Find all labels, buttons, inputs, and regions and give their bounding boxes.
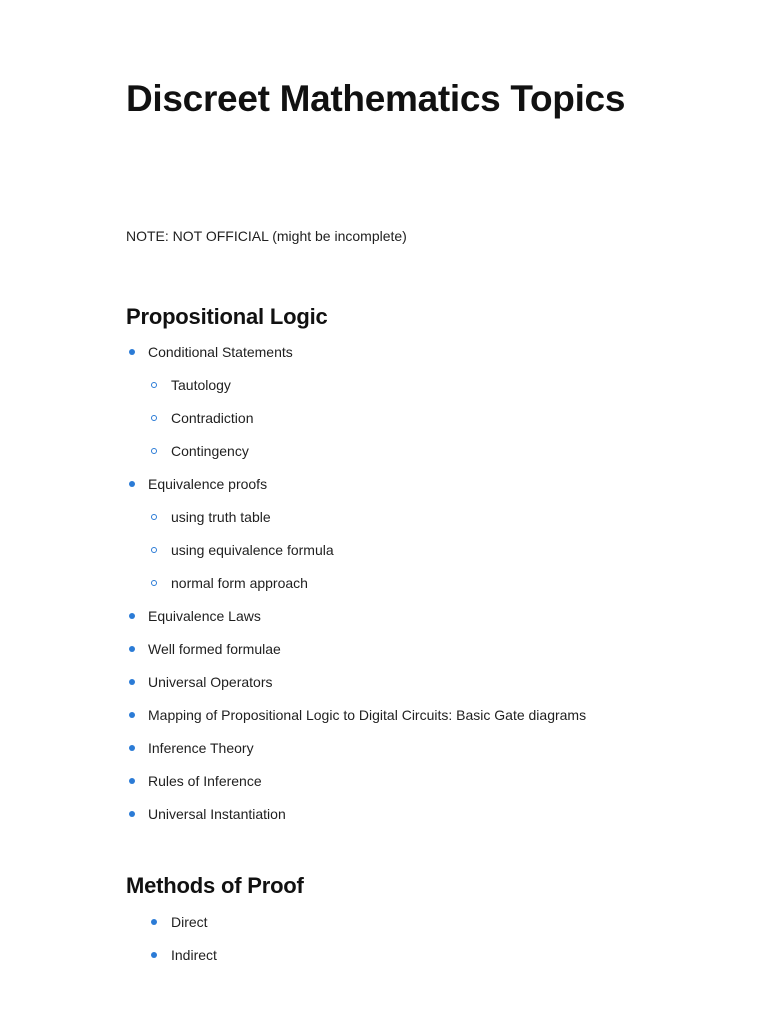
list-item: Well formed formulae [148, 641, 281, 657]
sub-list-item: Contingency [171, 443, 249, 459]
page-title: Discreet Mathematics Topics [126, 78, 626, 119]
bullet-marker [129, 745, 135, 751]
list-item: Universal Instantiation [148, 806, 286, 822]
list-item: Conditional Statements [148, 344, 293, 360]
sub-bullet-marker [151, 448, 157, 454]
bullet-marker [129, 712, 135, 718]
sub-list-item: using truth table [171, 509, 271, 525]
section-heading-propositional-logic: Propositional Logic [126, 304, 328, 329]
sub-list-item: Contradiction [171, 410, 254, 426]
note-text: NOTE: NOT OFFICIAL (might be incomplete) [126, 228, 407, 244]
bullet-marker [129, 349, 135, 355]
sub-list-item: normal form approach [171, 575, 308, 591]
bullet-marker [129, 613, 135, 619]
list-item: Universal Operators [148, 674, 273, 690]
bullet-marker [129, 679, 135, 685]
list-item: Direct [171, 914, 208, 930]
bullet-marker [151, 952, 157, 958]
bullet-marker [129, 646, 135, 652]
sub-list-item: using equivalence formula [171, 542, 334, 558]
sub-bullet-marker [151, 415, 157, 421]
list-item: Equivalence proofs [148, 476, 268, 492]
sub-bullet-marker [151, 382, 157, 388]
sub-bullet-marker [151, 547, 157, 553]
list-item: Equivalence Laws [148, 608, 261, 624]
bullet-marker [151, 919, 157, 925]
bullet-marker [129, 778, 135, 784]
sub-bullet-marker [151, 514, 157, 520]
list-item: Inference Theory [148, 740, 254, 756]
sub-list-item: Tautology [171, 377, 231, 393]
sub-bullet-marker [151, 580, 157, 586]
list-item: Rules of Inference [148, 773, 262, 789]
list-item: Indirect [171, 947, 217, 963]
bullet-marker [129, 481, 135, 487]
bullet-marker [129, 811, 135, 817]
section-heading-methods-of-proof: Methods of Proof [126, 873, 304, 898]
list-item: Mapping of Propositional Logic to Digital Circuits: Basic Gate diagrams [148, 707, 587, 723]
